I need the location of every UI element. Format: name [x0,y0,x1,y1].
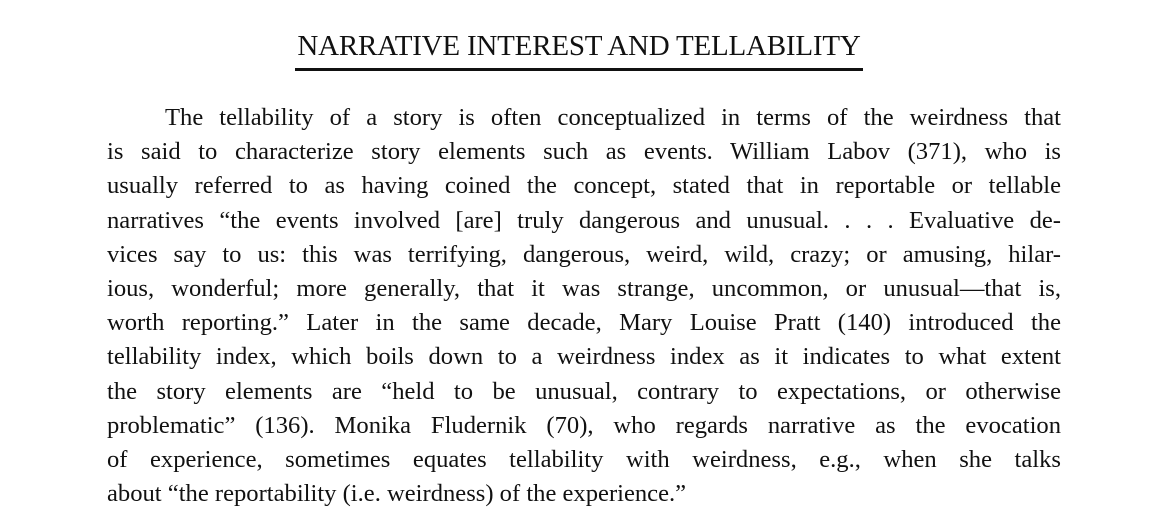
body-paragraph [107,101,1061,511]
paragraph-line: is said to characterize story elements such as events. William Labov (371), who is [107,138,1061,166]
paragraph-line: usually referred to as having coined the concept, stated that in reportable or tellable [107,172,1061,200]
paragraph-line: the story elements are “held to be unusual, contrary to expectations, or otherwise [107,377,1061,405]
paragraph-line: ious, wonderful; more generally, that it was strange, uncommon, or unusual—that is, [107,275,1061,303]
paragraph-line: tellability index, which boils down to a weirdness index as it indicates to what extent [107,343,1061,371]
paragraph-line: vices say to us: this was terrifying, dangerous, weird, wild, crazy; or amusing, hilar- [107,240,1061,268]
paragraph-line: of experience, sometimes equates tellability with weirdness, e.g., when she talks [107,446,1061,474]
section-heading: NARRATIVE INTEREST AND TELLABILITY [295,28,862,71]
paragraph-line: narratives “the events involved [are] truly dangerous and unusual. . . . Evaluative de- [107,206,1061,234]
paragraph-line: problematic” (136). Monika Fludernik (70), who regards narrative as the evocation [107,411,1061,439]
paragraph-line: about “the reportability (i.e. weirdness) of the experience.” [107,480,687,508]
paragraph-line: worth reporting.” Later in the same decade, Mary Louise Pratt (140) introduced the [107,309,1061,337]
paragraph-line: The tellability of a story is often conceptualized in terms of the weirdness that [165,104,1061,131]
heading-container [0,28,1158,71]
